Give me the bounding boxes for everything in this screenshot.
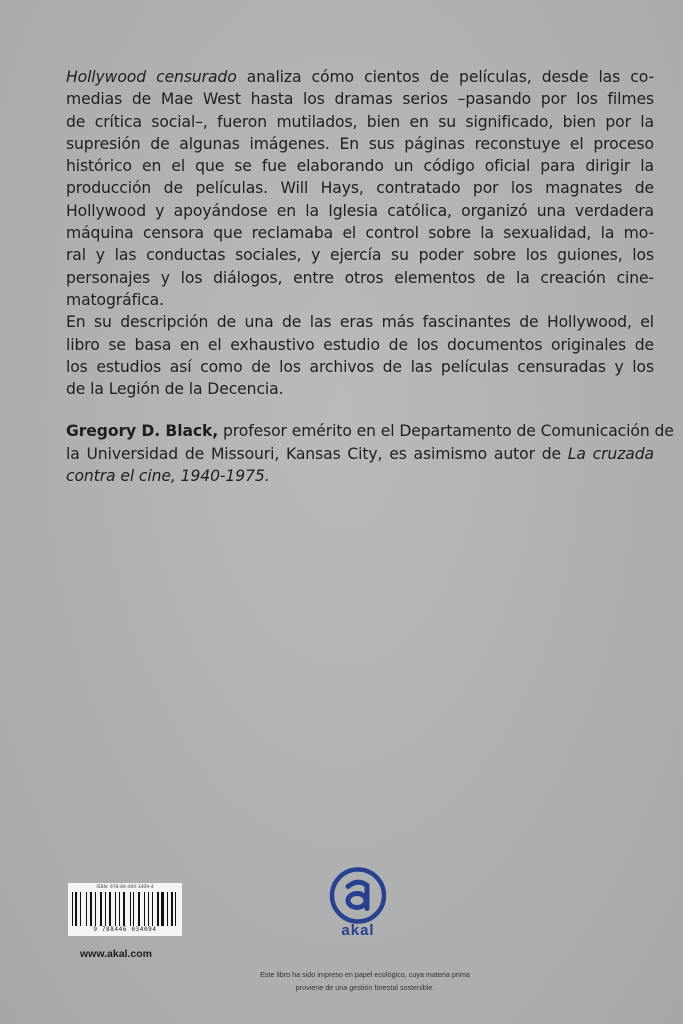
barcode-bar	[112, 892, 113, 926]
description-line: personajes y los diálogos, entre otros elementos de la creación cine-	[66, 268, 654, 287]
barcode-bar	[75, 892, 77, 926]
isbn-barcode	[68, 883, 182, 936]
barcode-bar	[88, 892, 90, 926]
isbn-label: ISBN: 978-84-460-3409-4	[96, 885, 154, 890]
description-line: En su descripción de una de las eras más fascinantes de Hollywood, el	[66, 313, 654, 332]
author-name: Gregory D. Black,	[66, 422, 219, 441]
book-title: Hollywood censurado	[66, 68, 237, 86]
barcode-bar	[109, 892, 111, 926]
book-description	[66, 66, 674, 487]
author-bio-line-1: profesor emérito en el Departamento de Comunicación de	[218, 422, 674, 441]
barcode-bar	[103, 892, 105, 926]
barcode-bar	[133, 892, 134, 926]
description-line: supresión de algunas imágenes. En sus páginas reconstuye el proceso	[66, 134, 654, 153]
barcode-bar	[80, 892, 81, 926]
description-line: matográfica.	[66, 290, 164, 309]
barcode-bar	[167, 892, 168, 926]
description-line: producción de películas. Will Hays, contratado por los magnates de	[66, 179, 654, 198]
description-line: ral y las conductas sociales, y ejercía su poder sobre los guiones, los	[66, 246, 654, 265]
barcode-bar	[126, 892, 128, 926]
author-bio	[66, 420, 674, 487]
other-book-years: , 1940-1975.	[170, 467, 270, 486]
barcode-bar	[119, 892, 120, 926]
eco-note-line-1: Este libro ha sido impreso en papel ecológico, cuya materia prima	[260, 970, 470, 979]
barcode-bar	[123, 892, 125, 926]
other-book-title-part-2: contra el cine	[66, 467, 171, 486]
description-paragraph-1	[66, 66, 654, 311]
barcode-bar	[145, 892, 147, 926]
barcode-bar	[73, 892, 74, 926]
barcode-bar	[95, 892, 96, 926]
publisher-website: www.akal.com	[80, 948, 152, 960]
barcode-bar	[173, 892, 174, 926]
other-book-title-part-1: La cruzada	[567, 444, 654, 463]
barcode-bar	[82, 892, 84, 926]
barcode-bar	[154, 892, 156, 926]
eco-note-line-2: proviene de una gestión forestal sostenible.	[295, 983, 435, 992]
barcode-bar	[159, 892, 160, 926]
barcode-bar	[148, 892, 149, 926]
barcode-bar	[105, 892, 106, 926]
description-line: de crítica social–, fueron mutilados, bien en su significado, bien por la	[66, 112, 654, 131]
description-paragraph-2	[66, 311, 654, 400]
description-line: de la Legión de la Decencia.	[66, 380, 284, 399]
barcode-bar	[138, 892, 140, 926]
publisher-logo-name: akal	[341, 922, 375, 939]
barcode-bar	[90, 892, 92, 926]
barcode-bar	[131, 892, 132, 926]
barcode-bar	[152, 892, 153, 926]
barcode-bars-icon	[72, 892, 178, 926]
description-line: libro se basa en el exhaustivo estudio de los documentos originales de	[66, 335, 654, 354]
description-line: Hollywood censurado analiza cómo cientos de películas, desde las co-	[66, 68, 654, 86]
description-line: los estudios así como de los archivos de las películas censuradas y los	[66, 357, 654, 376]
barcode-bar	[175, 892, 176, 926]
description-line: histórico en el que se fue elaborando un código oficial para dirigir la	[66, 157, 654, 176]
description-line: medias de Mae West hasta los dramas serios –pasando por los filmes	[66, 90, 654, 109]
author-bio-line-2: la Universidad de Missouri, Kansas City, es asimismo autor de	[66, 444, 568, 463]
barcode-bar	[97, 892, 98, 926]
description-line: máquina censora que reclamaba el control sobre la sexualidad, la mo-	[66, 224, 654, 243]
eco-paper-note	[190, 968, 540, 994]
barcode-digits: 9 788446 034094	[93, 926, 157, 933]
barcode-bar	[169, 892, 170, 926]
barcode-bar	[141, 892, 142, 926]
barcode-bar	[161, 892, 163, 926]
description-line: Hollywood y apoyándose en la Iglesia católica, organizó una verdadera	[66, 201, 654, 220]
barcode-bar	[116, 892, 118, 926]
